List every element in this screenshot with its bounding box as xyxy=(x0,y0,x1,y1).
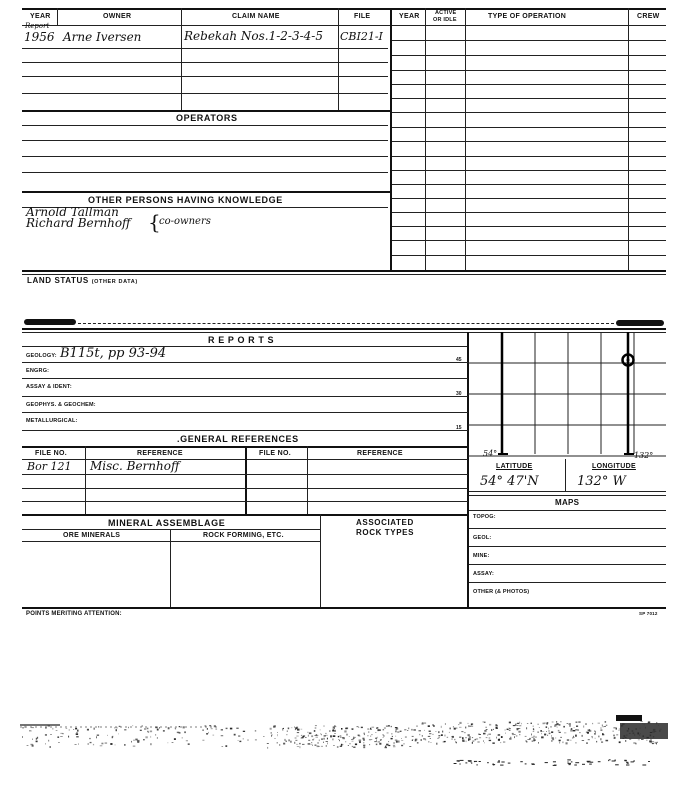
brace-mark: { xyxy=(148,210,161,234)
scale-15: 15 xyxy=(456,425,462,431)
grid-right-degree: 132° xyxy=(634,451,654,460)
header-or-idle: OR IDLE xyxy=(433,17,457,23)
form-code: SP 7012 xyxy=(639,611,658,616)
other-person-1: Arnold Tallman xyxy=(26,205,119,219)
other-persons-title: OTHER PERSONS HAVING KNOWLEDGE xyxy=(88,195,283,205)
header-owner: OWNER xyxy=(103,13,132,20)
map-row-topog: TOPOG: xyxy=(473,514,496,520)
map-row-assay: ASSAY: xyxy=(473,571,495,577)
file-value: CBI21-I xyxy=(340,30,383,43)
year-note: Report xyxy=(25,22,50,30)
ink-mark-right xyxy=(616,320,664,326)
other-person-2: Richard Bernhoff xyxy=(26,216,131,230)
map-row-geol: GEOL: xyxy=(473,535,492,541)
report-label-geophys: GEOPHYS. & GEOCHEM: xyxy=(26,402,96,408)
header-file: FILE xyxy=(354,13,371,20)
ink-mark-left xyxy=(24,319,76,325)
report-label-engrg: ENGRG: xyxy=(26,368,50,374)
land-status-text: LAND STATUS xyxy=(27,276,89,285)
scale-45: 45 xyxy=(456,357,462,363)
scale-30: 30 xyxy=(456,391,462,397)
rock-forming-header: ROCK FORMING, ETC. xyxy=(203,532,284,539)
co-owners-note: co-owners xyxy=(159,216,211,227)
owner-year: 1956 xyxy=(24,30,55,44)
longitude-value: 132° W xyxy=(577,474,626,489)
header-crew: CREW xyxy=(637,13,660,20)
longitude-label: LONGITUDE xyxy=(592,463,636,470)
owner-name: Arne Iversen xyxy=(63,30,142,44)
general-references-title: .GENERAL REFERENCES xyxy=(177,434,299,444)
land-status-label xyxy=(27,276,138,285)
map-row-other: OTHER (& PHOTOS) xyxy=(473,589,530,595)
header-claim-name: CLAIM NAME xyxy=(232,13,280,20)
claim-name-value: Rebekah Nos.1-2-3-4-5 xyxy=(184,29,323,43)
mineral-assemblage-title: MINERAL ASSEMBLAGE xyxy=(108,518,226,528)
ref-header-file-2: FILE NO. xyxy=(259,450,291,457)
header-year: YEAR xyxy=(30,13,51,20)
ore-minerals-header: ORE MINERALS xyxy=(63,532,121,539)
report-value-geology: B115t, pp 93-94 xyxy=(60,346,167,361)
ref-reference-entry: Misc. Bernhoff xyxy=(90,459,180,473)
points-meriting-attention: POINTS MERITING ATTENTION: xyxy=(26,611,122,617)
report-label-assay: ASSAY & IDENT: xyxy=(26,384,72,390)
header-year-2: YEAR xyxy=(399,13,420,20)
location-grid xyxy=(468,332,666,457)
report-label-geology: GEOLOGY: xyxy=(26,353,57,359)
ref-file-entry: Bor 121 xyxy=(27,460,72,473)
ref-header-file-1: FILE NO. xyxy=(35,450,67,457)
land-status-sub: (OTHER DATA) xyxy=(91,279,138,285)
scan-noise-strip xyxy=(20,715,668,775)
ref-header-reference-2: REFERENCE xyxy=(357,450,403,457)
ref-header-reference-1: REFERENCE xyxy=(137,450,183,457)
associated-label: ASSOCIATED xyxy=(356,518,414,527)
report-label-metallurgical: METALLURGICAL: xyxy=(26,418,78,424)
maps-title: MAPS xyxy=(555,498,580,507)
header-type-of-operation: TYPE OF OPERATION xyxy=(488,13,567,20)
latitude-value: 54° 47'N xyxy=(480,474,539,489)
map-row-mine: MINE: xyxy=(473,553,490,559)
grid-left-degree: 54° xyxy=(483,449,498,458)
operators-title: OPERATORS xyxy=(176,113,238,123)
reports-title: R E P O R T S xyxy=(208,335,275,345)
rock-types-label: ROCK TYPES xyxy=(356,528,415,537)
header-active: ACTIVE xyxy=(435,10,457,16)
latitude-label: LATITUDE xyxy=(496,463,533,470)
